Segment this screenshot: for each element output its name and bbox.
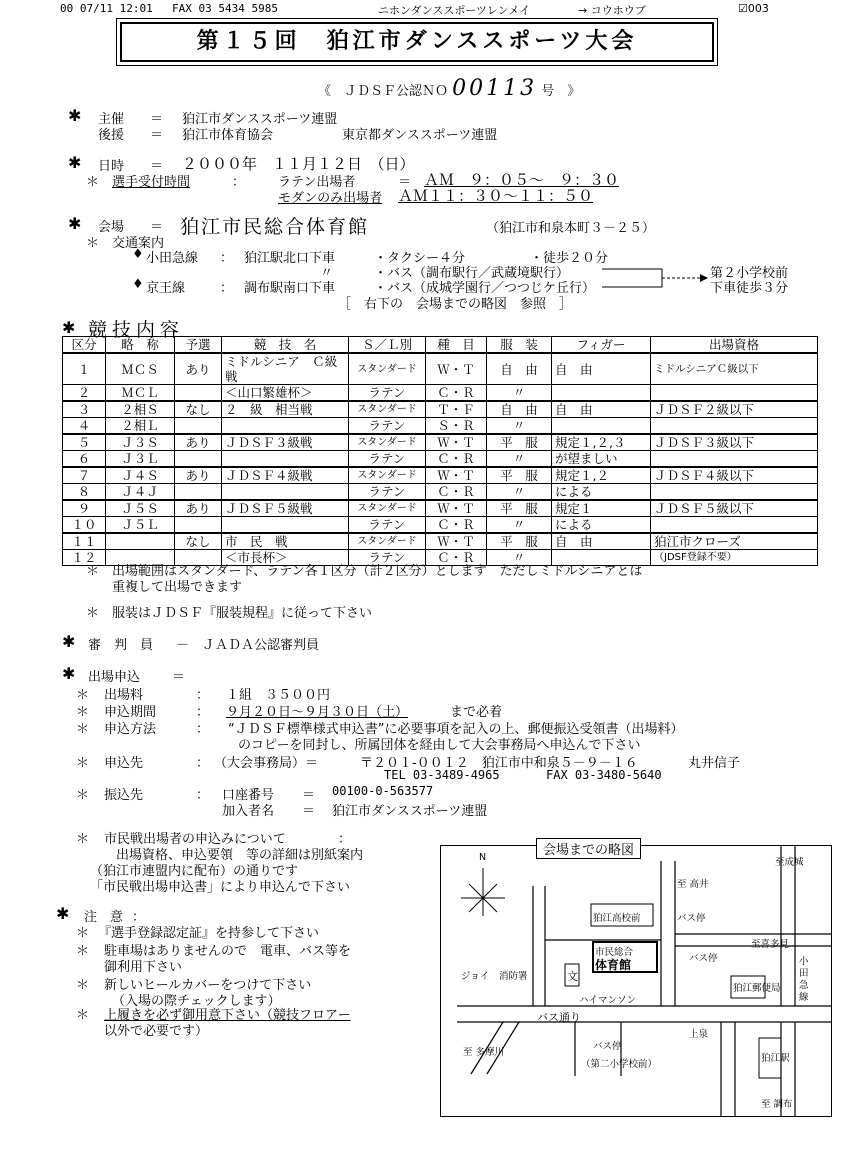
map-label-bus-road: バス通り: [537, 1011, 581, 1024]
map-label-bus-stop-low: バス停: [593, 1041, 622, 1052]
table-cell: あり: [175, 434, 222, 451]
colon: ：: [338, 832, 352, 847]
map-title: 会場までの略図: [536, 838, 641, 859]
reception-label: 選手受付時間: [112, 175, 191, 190]
table-cell: 市 民 戦: [222, 533, 349, 550]
table-cell: 〃: [487, 484, 552, 501]
table-cell: [222, 484, 349, 501]
dash-sign: －: [176, 638, 190, 653]
table-cell: Ｊ５Ｌ: [106, 517, 175, 534]
table-cell: Ｓ・Ｒ: [426, 418, 487, 435]
equals-sign: ＝: [398, 175, 412, 190]
equals-sign: ＝: [172, 670, 186, 685]
asterisk-small-icon: ＊: [76, 1008, 90, 1023]
bracket-arrow-icon: [600, 266, 710, 290]
support-label: 後援: [98, 128, 125, 143]
table-row: [63, 467, 818, 484]
table-cell: ８: [63, 484, 106, 501]
entry-range-line2: 重複して出場できます: [112, 580, 243, 595]
asterisk-small-icon: ＊: [76, 944, 90, 959]
map-label-fire: 消防署: [499, 971, 528, 982]
map-label-matsubara: 至喜多見: [751, 939, 790, 950]
table-cell: [175, 385, 222, 402]
table-cell: あり: [175, 500, 222, 517]
table-cell: 〃: [487, 385, 552, 402]
table-cell: スタンダード: [349, 353, 426, 385]
colon: ：: [196, 756, 210, 771]
judges: ＪＡＤＡ公認審判員: [202, 638, 320, 653]
table-cell: 自 由: [552, 353, 651, 385]
table-cell: １: [63, 353, 106, 385]
dest-person: 丸井信子: [688, 756, 741, 771]
asterisk-icon: ✱: [68, 153, 82, 172]
asterisk-icon: ✱: [62, 318, 76, 337]
table-cell: ＭＣＬ: [106, 385, 175, 402]
host-label: 主催: [98, 112, 125, 127]
method-line2: のコピーを同封し、所属団体を経由して大会事務局へ申込んで下さい: [238, 738, 641, 753]
map-label-no2-school: （第二小学校前）: [581, 1059, 658, 1070]
table-row: [63, 533, 818, 550]
document-title-box: [120, 22, 714, 62]
table-cell: 狛江市クローズ: [651, 533, 818, 550]
holder: 狛江市ダンススポーツ連盟: [332, 804, 488, 819]
table-cell: Ｔ・Ｆ: [426, 401, 487, 418]
application-label: 出場申込: [88, 670, 141, 685]
table-cell: ＜山口繁雄杯＞: [222, 385, 349, 402]
citizen-line1: 市民戦出場者の申込みについて: [104, 832, 286, 847]
table-cell: [222, 451, 349, 468]
table-row: [63, 353, 818, 385]
map-label-odakyu: 小田急線: [799, 956, 809, 1003]
table-cell: ＪＤＳＦ５級以下: [651, 500, 818, 517]
table-row: [63, 401, 818, 418]
odakyu-line: 小田急線: [146, 251, 199, 266]
citizen-line2: 出場資格、申込要領 等の詳細は別紙案内: [116, 848, 364, 863]
table-cell: ミドルシニア Ｃ級戦: [222, 353, 349, 385]
asterisk-small-icon: ＊: [76, 832, 90, 847]
table-cell: ＪＤＳＦ４級以下: [651, 467, 818, 484]
asterisk-icon: ✱: [68, 106, 82, 125]
col-header: フィガー: [552, 337, 651, 354]
table-cell: スタンダード: [349, 434, 426, 451]
holder-label: 加入者名: [222, 804, 275, 819]
odakyu-station: 狛江駅北口下車: [244, 251, 336, 266]
table-cell: ラテン: [349, 385, 426, 402]
citizen-line3: （狛江市連盟内に配布）の通りです: [90, 864, 299, 879]
map-note: ［ 右下の 会場までの略図 参照 ］: [338, 297, 573, 312]
colon: ：: [196, 705, 210, 720]
table-header-row: [63, 337, 818, 354]
colon: ：: [220, 281, 234, 296]
asterisk-small-icon: ＊: [76, 978, 90, 993]
venue-map: [440, 845, 832, 1117]
table-cell: ラテン: [349, 418, 426, 435]
judges-label: 審 判 員: [88, 638, 154, 653]
map-label-komae-post: 狛江郵便局: [733, 983, 781, 994]
table-cell: ９: [63, 500, 106, 517]
col-header: 予選: [175, 337, 222, 354]
table-cell: なし: [175, 533, 222, 550]
fax-page: ☑003: [738, 2, 769, 15]
bus-stop-walk: 下車徒歩３分: [710, 281, 789, 296]
table-cell: １０: [63, 517, 106, 534]
map-label-josui: 上泉: [689, 1029, 709, 1040]
table-cell: Ｗ・Ｔ: [426, 533, 487, 550]
table-cell: Ｊ５Ｓ: [106, 500, 175, 517]
caution3b: （入場の際チェックします）: [112, 994, 281, 1009]
col-header: 略 称: [106, 337, 175, 354]
table-cell: ラテン: [349, 517, 426, 534]
table-cell: [651, 385, 818, 402]
caution3a: 新しいヒールカバーをつけて下さい: [104, 978, 312, 993]
table-cell: Ｗ・Ｔ: [426, 467, 487, 484]
method-label: 申込方法: [104, 722, 157, 737]
col-header: 出場資格: [651, 337, 818, 354]
map-label-school: 文: [567, 970, 578, 983]
table-cell: [651, 451, 818, 468]
diamond-icon: ♦: [132, 277, 144, 292]
equals-sign: ＝: [302, 788, 316, 803]
caution2b: 御利用下さい: [104, 960, 183, 975]
walk: ・徒歩２０分: [530, 251, 609, 266]
colon: ：: [232, 175, 246, 190]
table-cell: ラテン: [349, 550, 426, 566]
table-cell: 平 服: [487, 533, 552, 550]
account-label: 口座番号: [222, 788, 275, 803]
table-cell: Ｃ・Ｒ: [426, 451, 487, 468]
dest-address: 〒２０１-００１２ 狛江市中和泉５－９－１６: [360, 756, 638, 771]
table-cell: Ｊ３Ｓ: [106, 434, 175, 451]
map-north: N: [479, 852, 487, 863]
table-cell: ミドルシニアＣ級以下: [651, 353, 818, 385]
table-cell: スタンダード: [349, 401, 426, 418]
certification: [318, 76, 580, 101]
col-header: Ｓ／Ｌ別: [349, 337, 426, 354]
ditto-mark: 〃: [320, 266, 334, 281]
table-cell: Ｗ・Ｔ: [426, 500, 487, 517]
table-cell: 平 服: [487, 500, 552, 517]
table-cell: ラテン: [349, 484, 426, 501]
table-cell: ２相Ｓ: [106, 401, 175, 418]
map-label-tamagawa: 至 多摩川: [463, 1047, 505, 1058]
map-label-bus-stop: バス停: [689, 953, 718, 964]
table-cell: 〃: [487, 550, 552, 566]
table-cell: 〃: [487, 451, 552, 468]
entry-range-line1: 出場範囲はスタンダード、ラテン各１区分（計２区分）とします ただしミドルシニアとは: [112, 564, 643, 579]
table-cell: 規定１,２: [552, 467, 651, 484]
asterisk-small-icon: ＊: [86, 564, 100, 579]
cert-label: 《 ＪＤＳＦ公認ＮＯ: [318, 84, 449, 99]
equals-sign: ＝: [150, 159, 164, 174]
asterisk-icon: ✱: [56, 904, 70, 923]
bus1: ・バス（調布駅行／武蔵境駅行）: [374, 266, 570, 281]
table-cell: Ｊ３Ｌ: [106, 451, 175, 468]
latin-label: ラテン出場者: [278, 175, 356, 190]
table-cell: Ｃ・Ｒ: [426, 484, 487, 501]
diamond-icon: ♦: [132, 247, 144, 262]
table-cell: 自 由: [552, 401, 651, 418]
table-cell: 平 服: [487, 467, 552, 484]
table-cell: 規定１: [552, 500, 651, 517]
colon: ：: [196, 688, 210, 703]
table-cell: [552, 385, 651, 402]
table-cell: 規定１,２,３: [552, 434, 651, 451]
asterisk-icon: ✱: [62, 664, 76, 683]
asterisk-icon: ✱: [68, 214, 82, 233]
period-note: まで必着: [450, 705, 503, 720]
table-cell: Ｃ・Ｒ: [426, 385, 487, 402]
table-cell: Ｗ・Ｔ: [426, 434, 487, 451]
venue-label: 会場: [98, 220, 125, 235]
table-cell: １１: [63, 533, 106, 550]
bus-stop-name: 第２小学校前: [710, 266, 789, 281]
keio-line: 京王線: [146, 281, 186, 296]
table-cell: [552, 418, 651, 435]
date-label: 日時: [98, 159, 125, 174]
table-cell: 〃: [487, 517, 552, 534]
table-cell: 自 由: [487, 401, 552, 418]
map-label-komae-high: 狛江高校前: [593, 913, 641, 924]
table-cell: 平 服: [487, 434, 552, 451]
venue-name: 狛江市民総合体育館: [180, 216, 370, 238]
cert-suffix: 号 》: [541, 84, 581, 99]
table-cell: 自 由: [552, 533, 651, 550]
map-label-bus-stop: バス停: [677, 913, 706, 924]
taxi: ・タクシー４分: [374, 251, 466, 266]
dest-office: （大会事務局）＝: [214, 756, 319, 771]
table-cell: スタンダード: [349, 533, 426, 550]
table-cell: Ｗ・Ｔ: [426, 353, 487, 385]
table-cell: [651, 418, 818, 435]
map-label-city-gym: 市民総合: [595, 947, 634, 958]
table-cell: [175, 451, 222, 468]
table-cell: ＪＤＳＦ２級以下: [651, 401, 818, 418]
colon: ：: [196, 722, 210, 737]
table-cell: １２: [63, 550, 106, 566]
table-cell: ＪＤＳＦ４級戦: [222, 467, 349, 484]
account-number: 00100-0-563577: [332, 784, 434, 798]
asterisk-small-icon: ＊: [76, 788, 90, 803]
table-cell: [175, 484, 222, 501]
dest-tel: TEL 03-3489-4965: [384, 768, 500, 782]
period-label: 申込期間: [104, 705, 157, 720]
map-label-mansion: ハイマンソン: [579, 995, 637, 1006]
asterisk-small-icon: ＊: [86, 606, 100, 621]
colon: ：: [132, 910, 146, 925]
method-line1: “ＪＤＳＦ標準様式申込書”に必要事項を記入の上、郵便振込受領書（出場料）: [228, 722, 684, 737]
asterisk-icon: ✱: [62, 632, 76, 651]
map-label-chofu: 至 調布: [761, 1099, 793, 1110]
table-cell: スタンダード: [349, 500, 426, 517]
map-label-koenji: 至 高井: [677, 879, 709, 890]
table-cell: 自 由: [487, 353, 552, 385]
table-cell: ３: [63, 401, 106, 418]
table-row: [63, 418, 818, 435]
fax-from: ニホンダンススポーツレンメイ: [378, 4, 531, 17]
fee-label: 出場料: [104, 688, 144, 703]
caution1: 『選手登録認定証』を持参して下さい: [98, 926, 320, 941]
competition-table: [62, 336, 818, 566]
date: ２０００年 １１月１２日 （日）: [182, 155, 415, 173]
table-cell: [222, 517, 349, 534]
colon: ：: [196, 788, 210, 803]
asterisk-small-icon: ＊: [76, 926, 90, 941]
table-cell: [175, 517, 222, 534]
fax-datetime: 00 07/11 12:01: [60, 2, 153, 15]
table-cell: （JDSF登録不要）: [651, 550, 818, 566]
table-cell: ＜市長杯＞: [222, 550, 349, 566]
table-cell: Ｃ・Ｒ: [426, 517, 487, 534]
compass-icon: [461, 868, 505, 916]
fax-to: → コウホウブ: [578, 4, 646, 17]
table-cell: ラテン: [349, 451, 426, 468]
table-row: [63, 517, 818, 534]
modern-time: ＡＭ１１：３０～１１：５０: [398, 187, 594, 205]
period: ９月２０日～９月３０日（土）: [226, 705, 409, 720]
dress-note: 服装はＪＤＳＦ『服装規程』に従って下さい: [112, 606, 373, 621]
map-label-station: 狛江駅: [761, 1053, 790, 1064]
table-row: [63, 385, 818, 402]
table-cell: ＪＤＳＦ３級戦: [222, 434, 349, 451]
citizen-line4: 「市民戦出場申込書」により申込んで下さい: [90, 880, 351, 895]
table-cell: ２相Ｌ: [106, 418, 175, 435]
host: 狛江市ダンススポーツ連盟: [182, 112, 338, 127]
col-header: 種 目: [426, 337, 487, 354]
table-row: [63, 451, 818, 468]
table-cell: による: [552, 517, 651, 534]
table-cell: あり: [175, 467, 222, 484]
table-cell: ５: [63, 434, 106, 451]
equals-sign: ＝: [150, 112, 164, 127]
dest-fax: FAX 03-3480-5640: [546, 768, 662, 782]
table-cell: 〃: [487, 418, 552, 435]
latin-time: ＡＭ ９：０５～ ９：３０: [424, 171, 620, 189]
equals-sign: ＝: [150, 128, 164, 143]
keio-station: 調布駅南口下車: [244, 281, 336, 296]
bus2: ・バス（成城学園行／つつじケ丘行）: [374, 281, 596, 296]
document-title: 第１５回 狛江市ダンススポーツ大会: [196, 29, 638, 54]
table-cell: ２ 級 相当戦: [222, 401, 349, 418]
table-cell: Ｊ４Ｓ: [106, 467, 175, 484]
transfer-label: 振込先: [104, 788, 144, 803]
venue-address: （狛江市和泉本町３－２５）: [486, 221, 656, 236]
table-cell: ＭＣＳ: [106, 353, 175, 385]
table-cell: ７: [63, 467, 106, 484]
asterisk-small-icon: ＊: [76, 756, 90, 771]
col-header: 区分: [63, 337, 106, 354]
table-cell: スタンダード: [349, 467, 426, 484]
support1: 狛江市体育協会: [182, 128, 274, 143]
table-row: [63, 434, 818, 451]
table-row: [63, 484, 818, 501]
table-cell: が望ましい: [552, 451, 651, 468]
caution4b: 以外で必要です）: [104, 1024, 209, 1039]
caution4a: 上履きを必ず御用意下さい（競技フロアー: [104, 1008, 351, 1023]
asterisk-small-icon: ＊: [76, 722, 90, 737]
col-header: 競 技 名: [222, 337, 349, 354]
table-cell: ２: [63, 385, 106, 402]
table-cell: ４: [63, 418, 106, 435]
table-cell: Ｊ４Ｊ: [106, 484, 175, 501]
dest-label: 申込先: [104, 756, 144, 771]
asterisk-small-icon: ＊: [86, 236, 100, 251]
table-cell: ＪＤＳＦ５級戦: [222, 500, 349, 517]
equals-sign: ＝: [150, 220, 164, 235]
table-cell: [651, 517, 818, 534]
col-header: 服 装: [487, 337, 552, 354]
map-label-seijo: 至成城: [775, 857, 804, 868]
asterisk-small-icon: ＊: [76, 688, 90, 703]
table-cell: [175, 418, 222, 435]
competition-table-body: [63, 353, 818, 566]
table-cell: Ｃ・Ｒ: [426, 550, 487, 566]
modern-label: モダンのみ出場者: [278, 191, 383, 206]
cautions-label: 注 意: [84, 910, 124, 925]
map-label-joyful: ジョイ: [461, 971, 490, 982]
fee: １組 ３５００円: [226, 688, 331, 703]
support2: 東京都ダンススポーツ連盟: [342, 128, 498, 143]
table-cell: [106, 533, 175, 550]
caution2a: 駐車場はありませんので 電車、バス等を: [104, 944, 352, 959]
table-cell: あり: [175, 353, 222, 385]
table-cell: ＪＤＳＦ３級以下: [651, 434, 818, 451]
table-cell: [651, 484, 818, 501]
table-row: [63, 500, 818, 517]
equals-sign: ＝: [302, 804, 316, 819]
access-label: 交通案内: [112, 236, 165, 251]
cert-number: 00113: [452, 76, 538, 101]
asterisk-small-icon: ＊: [86, 175, 100, 190]
colon: ：: [220, 251, 234, 266]
asterisk-small-icon: ＊: [76, 705, 90, 720]
table-cell: なし: [175, 401, 222, 418]
table-cell: [222, 418, 349, 435]
competition-heading: 競技内容: [88, 319, 185, 341]
table-cell: による: [552, 484, 651, 501]
table-cell: ６: [63, 451, 106, 468]
fax-number: FAX 03 5434 5985: [172, 2, 278, 15]
map-label-gym: 体育館: [595, 958, 632, 972]
